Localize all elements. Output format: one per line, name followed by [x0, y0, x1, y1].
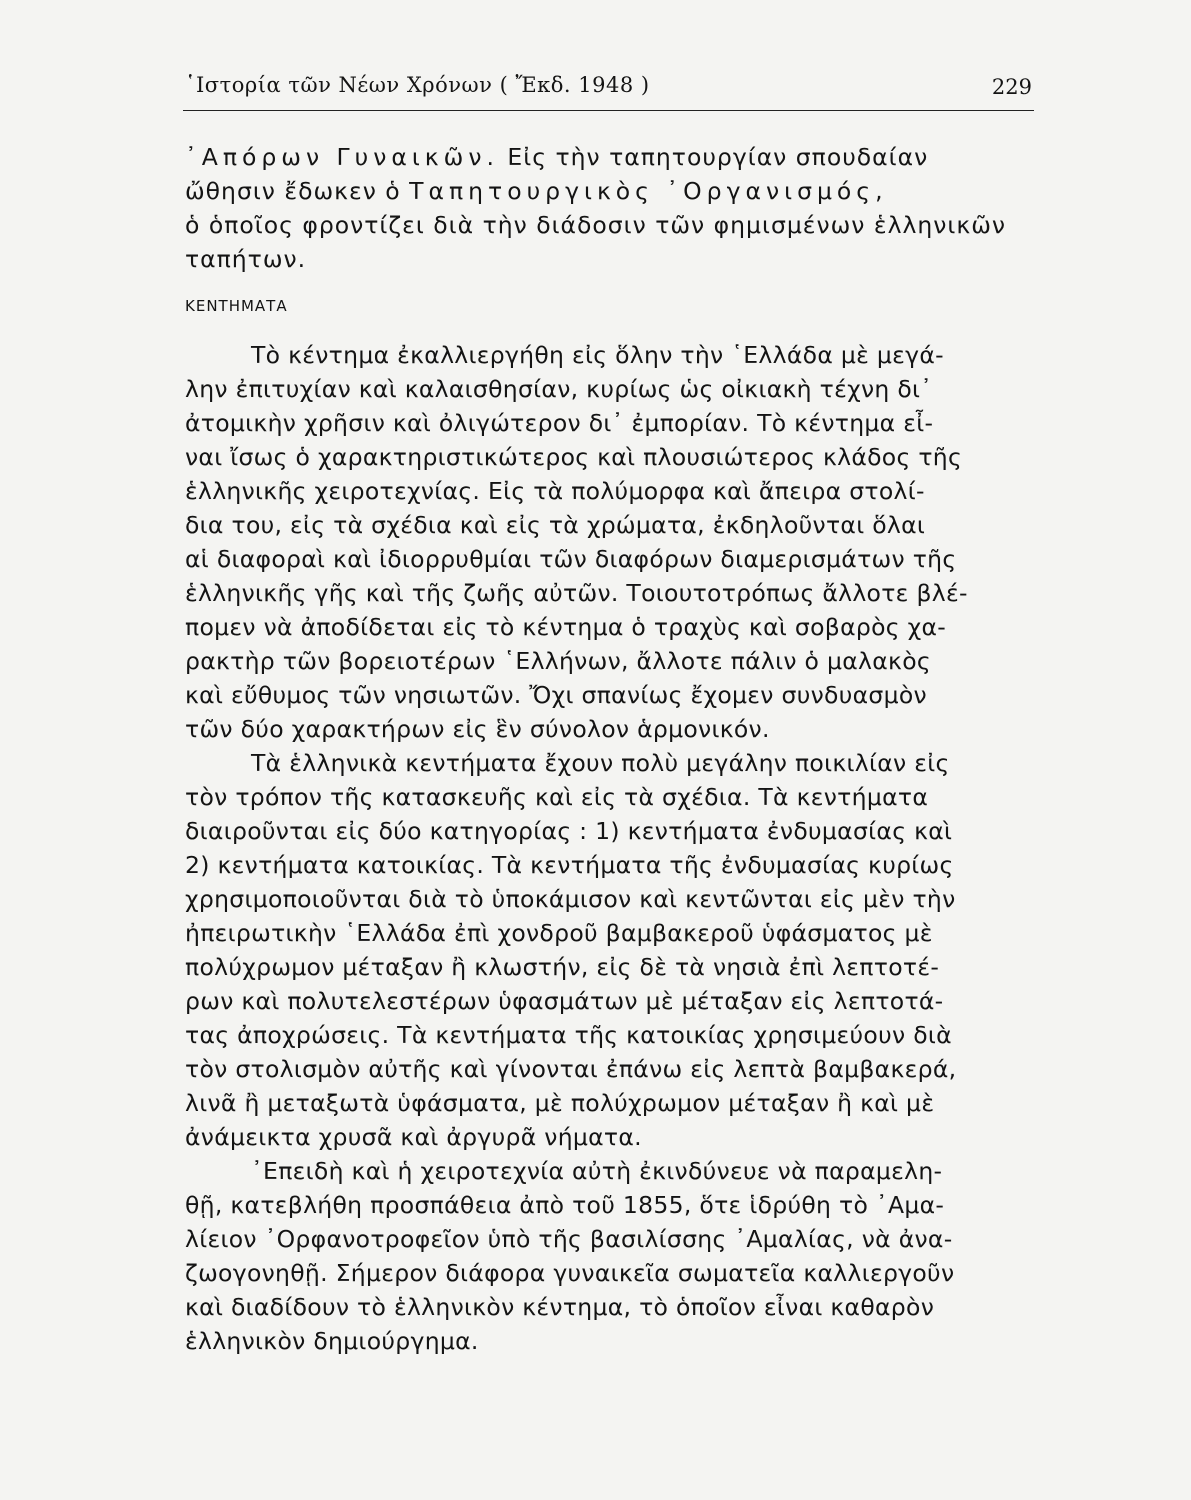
- page-number: 229: [991, 75, 1032, 99]
- text-line: ρακτὴρ τῶν βορειοτέρων ῾Ελλήνων, ἄλλοτε πάλιν ὁ μαλακὸς: [185, 647, 931, 675]
- text-line: αἱ διαφοραὶ καὶ ἰδιορρυθμίαι τῶν διαφόρων διαμερισμάτων τῆς: [185, 545, 957, 573]
- running-header: [185, 73, 1032, 109]
- text-line: Τὰ ἑλληνικὰ κεντήματα ἔχουν πολὺ μεγάλην ποικιλίαν εἰς: [251, 749, 950, 777]
- intro-spaced-title: Ταπητουργικὸς ᾿Οργανισμός,: [409, 177, 888, 205]
- text-line: λίειον ᾿Ορφανοτροφεῖον ὑπὸ τῆς βασιλίσσης ᾿Αμαλίας, νὰ ἀνα-: [185, 1225, 953, 1253]
- header-rule: [183, 110, 1034, 111]
- text-line: καὶ εὔθυμος τῶν νησιωτῶν. Ὄχι σπανίως ἔχομεν συνδυασμὸν: [185, 681, 927, 709]
- intro-line: ταπήτων.: [185, 245, 307, 273]
- paragraph-3: [185, 1154, 1065, 1358]
- text-line: ᾿Επειδὴ καὶ ἡ χειροτεχνία αὐτὴ ἐκινδύνευε νὰ παραμελη-: [251, 1157, 943, 1185]
- text-line: δια του, εἰς τὰ σχέδια καὶ εἰς τὰ χρώματα, ἐκδηλοῦνται ὅλαι: [185, 511, 926, 539]
- text-line: λην ἐπιτυχίαν καὶ καλαισθησίαν, κυρίως ὡς οἰκιακὴ τέχνη δι᾿: [185, 375, 933, 403]
- intro-line: ὁ ὁποῖος φροντίζει διὰ τὴν διάδοσιν τῶν φημισμένων ἑλληνικῶν: [185, 211, 1007, 239]
- text-line: ἀνάμεικτα χρυσᾶ καὶ ἀργυρᾶ νήματα.: [185, 1123, 642, 1151]
- text-line: τας ἀποχρώσεις. Τὰ κεντήματα τῆς κατοικίας χρησιμεύουν διὰ: [185, 1021, 952, 1049]
- text-line: χρησιμοποιοῦνται διὰ τὸ ὑποκάμισον καὶ κεντῶνται εἰς μὲν τὴν: [185, 885, 956, 913]
- text-line: Τὸ κέντημα ἐκαλλιεργήθη εἰς ὅλην τὴν ῾Ελλάδα μὲ μεγά-: [251, 341, 944, 369]
- text-line: ἠπειρωτικὴν ῾Ελλάδα ἐπὶ χονδροῦ βαμβακεροῦ ὑφάσματος μὲ: [185, 919, 933, 947]
- intro-line: [185, 174, 1065, 208]
- page-body: [185, 140, 1065, 1358]
- intro-text: ὤθησιν ἔδωκεν ὁ: [185, 177, 410, 205]
- text-line: ἑλληνικῆς γῆς καὶ τῆς ζωῆς αὐτῶν. Τοιουτοτρόπως ἄλλοτε βλέ-: [185, 579, 968, 607]
- text-line: ναι ἴσως ὁ χαρακτηριστικώτερος καὶ πλουσιώτερος κλάδος τῆς: [185, 443, 963, 471]
- text-line: τὸν τρόπον τῆς κατασκευῆς καὶ εἰς τὰ σχέδια. Τὰ κεντήματα: [185, 783, 929, 811]
- paragraph-2: [185, 746, 1065, 1154]
- text-line: θῇ, κατεβλήθη προσπάθεια ἀπὸ τοῦ 1855, ὅτε ἱδρύθη τὸ ᾿Αμα-: [185, 1191, 945, 1219]
- text-line: ἀτομικὴν χρῆσιν καὶ ὀλιγώτερον δι᾿ ἐμπορίαν. Τὸ κέντημα εἶ-: [185, 409, 934, 437]
- text-line: καὶ διαδίδουν τὸ ἑλληνικὸν κέντημα, τὸ ὁποῖον εἶναι καθαρὸν: [185, 1293, 935, 1321]
- text-line: διαιροῦνται εἰς δύο κατηγορίας : 1) κεντήματα ἐνδυμασίας καὶ: [185, 817, 953, 845]
- text-line: ἑλληνικῆς χειροτεχνίας. Εἰς τὰ πολύμορφα καὶ ἄπειρα στολί-: [185, 477, 925, 505]
- header-title: ῾Ιστορία τῶν Νέων Χρόνων ( Ἔκδ. 1948 ): [185, 73, 650, 97]
- intro-spaced-title: ᾿Απόρων Γυναικῶν.: [185, 143, 499, 171]
- text-line: ἑλληνικὸν δημιούργημα.: [185, 1327, 479, 1355]
- text-line: ρων καὶ πολυτελεστέρων ὑφασμάτων μὲ μέταξαν εἰς λεπτοτά-: [185, 987, 944, 1015]
- section-heading: ΚΕΝΤΗΜΑΤΑ: [185, 297, 288, 315]
- text-line: τῶν δύο χαρακτήρων εἰς ἓν σύνολον ἁρμονικόν.: [185, 715, 770, 743]
- intro-line: [185, 140, 1065, 174]
- text-line: πομεν νὰ ἀποδίδεται εἰς τὸ κέντημα ὁ τραχὺς καὶ σοβαρὸς χα-: [185, 613, 947, 641]
- text-line: πολύχρωμον μέταξαν ἢ κλωστήν, εἰς δὲ τὰ νησιὰ ἐπὶ λεπτοτέ-: [185, 953, 940, 981]
- text-line: τὸν στολισμὸν αὐτῆς καὶ γίνονται ἐπάνω εἰς λεπτὰ βαμβακερά,: [185, 1055, 957, 1083]
- text-line: 2) κεντήματα κατοικίας. Τὰ κεντήματα τῆς ἐνδυμασίας κυρίως: [185, 851, 954, 879]
- text-line: λινᾶ ἢ μεταξωτὰ ὑφάσματα, μὲ πολύχρωμον μέταξαν ἢ καὶ μὲ: [185, 1089, 935, 1117]
- intro-text: Εἰς τὴν ταπητουργίαν σπουδαίαν: [498, 143, 929, 171]
- paragraph-1: [185, 338, 1065, 746]
- text-line: ζωογονηθῇ. Σήμερον διάφορα γυναικεῖα σωματεῖα καλλιεργοῦν: [185, 1259, 955, 1287]
